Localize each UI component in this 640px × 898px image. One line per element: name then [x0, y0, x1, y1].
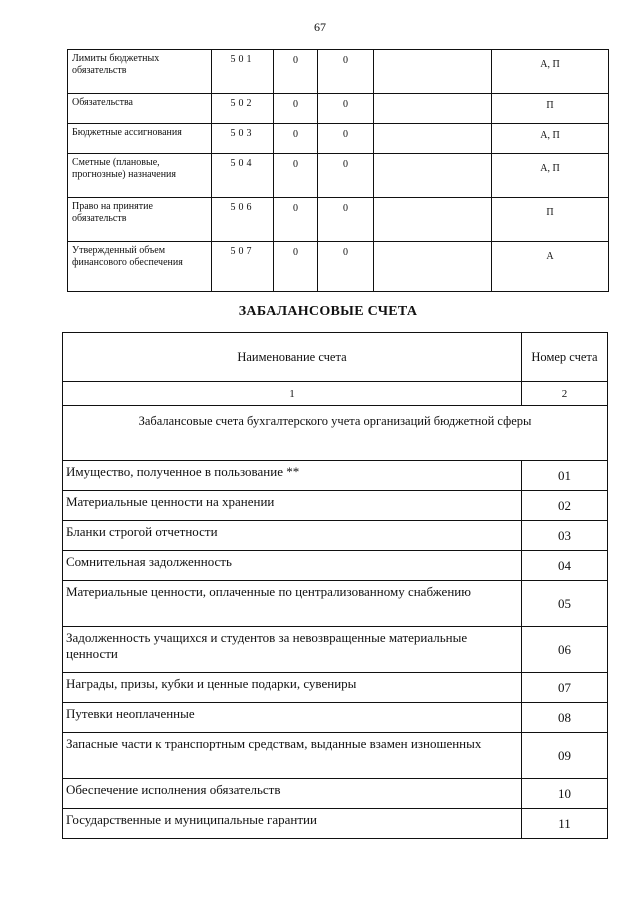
account-name: Государственные и муниципальные гарантии	[63, 809, 522, 839]
account-digit: 0	[318, 94, 374, 124]
account-name: Материальные ценности на хранении	[63, 491, 522, 521]
account-digit: 0	[318, 154, 374, 198]
account-digit: 0	[318, 50, 374, 94]
table-row	[63, 733, 608, 779]
table-row	[68, 124, 609, 154]
page-number: 67	[314, 20, 326, 34]
column-header-name: Наименование счета	[63, 333, 522, 382]
account-name: Материальные ценности, оплаченные по централизованному снабжению	[63, 581, 522, 627]
account-number: 03	[522, 521, 608, 551]
account-name: Бланки строгой отчетности	[63, 521, 522, 551]
table-row	[63, 703, 608, 733]
account-digit: 0	[274, 198, 318, 242]
column-number: 1	[63, 382, 522, 406]
table-row	[63, 461, 608, 491]
empty-cell	[374, 242, 492, 292]
account-digit: 0	[274, 242, 318, 292]
accounts-table	[67, 49, 609, 292]
account-number: 04	[522, 551, 608, 581]
table-header-row	[63, 333, 608, 382]
account-digit: 0	[318, 198, 374, 242]
account-number: 11	[522, 809, 608, 839]
account-name: Запасные части к транспортным средствам, выданные взамен изношенных	[63, 733, 522, 779]
account-number: 06	[522, 627, 608, 673]
table-row	[63, 673, 608, 703]
account-type: П	[492, 94, 609, 124]
empty-cell	[374, 198, 492, 242]
account-code: 504	[212, 154, 274, 198]
column-number: 2	[522, 382, 608, 406]
account-type: А, П	[492, 124, 609, 154]
section-title: ЗАБАЛАНСОВЫЕ СЧЕТА	[238, 304, 418, 319]
account-name: Сметные (плановые, прогнозные) назначения	[68, 154, 212, 198]
account-digit: 0	[318, 124, 374, 154]
table-row	[63, 779, 608, 809]
account-code: 503	[212, 124, 274, 154]
table-row	[68, 50, 609, 94]
group-row	[63, 406, 608, 461]
account-name: Лимиты бюджетных обязательств	[68, 50, 212, 94]
table-row	[68, 198, 609, 242]
account-number: 07	[522, 673, 608, 703]
account-number: 02	[522, 491, 608, 521]
account-name: Сомнительная задолженность	[63, 551, 522, 581]
account-digit: 0	[274, 94, 318, 124]
account-number: 05	[522, 581, 608, 627]
table-row	[63, 581, 608, 627]
account-digit: 0	[274, 50, 318, 94]
account-digit: 0	[274, 154, 318, 198]
table-row	[63, 491, 608, 521]
account-code: 507	[212, 242, 274, 292]
table-row	[63, 551, 608, 581]
table-row	[68, 94, 609, 124]
empty-cell	[374, 50, 492, 94]
table-row	[68, 154, 609, 198]
account-type: А	[492, 242, 609, 292]
account-code: 502	[212, 94, 274, 124]
empty-cell	[374, 124, 492, 154]
account-name: Задолженность учащихся и студентов за невозвращенные материальные ценности	[63, 627, 522, 673]
account-code: 501	[212, 50, 274, 94]
account-name: Бюджетные ассигнования	[68, 124, 212, 154]
group-title: Забалансовые счета бухгалтерского учета организаций бюджетной сферы	[63, 406, 608, 461]
account-name: Обеспечение исполнения обязательств	[63, 779, 522, 809]
account-number: 08	[522, 703, 608, 733]
empty-cell	[374, 94, 492, 124]
account-digit: 0	[318, 242, 374, 292]
account-name: Награды, призы, кубки и ценные подарки, сувениры	[63, 673, 522, 703]
table-row	[63, 809, 608, 839]
account-name: Имущество, полученное в пользование **	[63, 461, 522, 491]
table-row	[63, 627, 608, 673]
table-row	[63, 521, 608, 551]
account-name: Утвержденный объем финансового обеспечения	[68, 242, 212, 292]
account-name: Обязательства	[68, 94, 212, 124]
account-name: Право на принятие обязательств	[68, 198, 212, 242]
column-header-number: Номер счета	[522, 333, 608, 382]
account-type: П	[492, 198, 609, 242]
account-digit: 0	[274, 124, 318, 154]
account-name: Путевки неоплаченные	[63, 703, 522, 733]
column-number-row	[63, 382, 608, 406]
account-code: 506	[212, 198, 274, 242]
account-type: А, П	[492, 50, 609, 94]
table-row	[68, 242, 609, 292]
offbalance-table	[62, 332, 608, 839]
empty-cell	[374, 154, 492, 198]
account-type: А, П	[492, 154, 609, 198]
account-number: 01	[522, 461, 608, 491]
account-number: 09	[522, 733, 608, 779]
account-number: 10	[522, 779, 608, 809]
